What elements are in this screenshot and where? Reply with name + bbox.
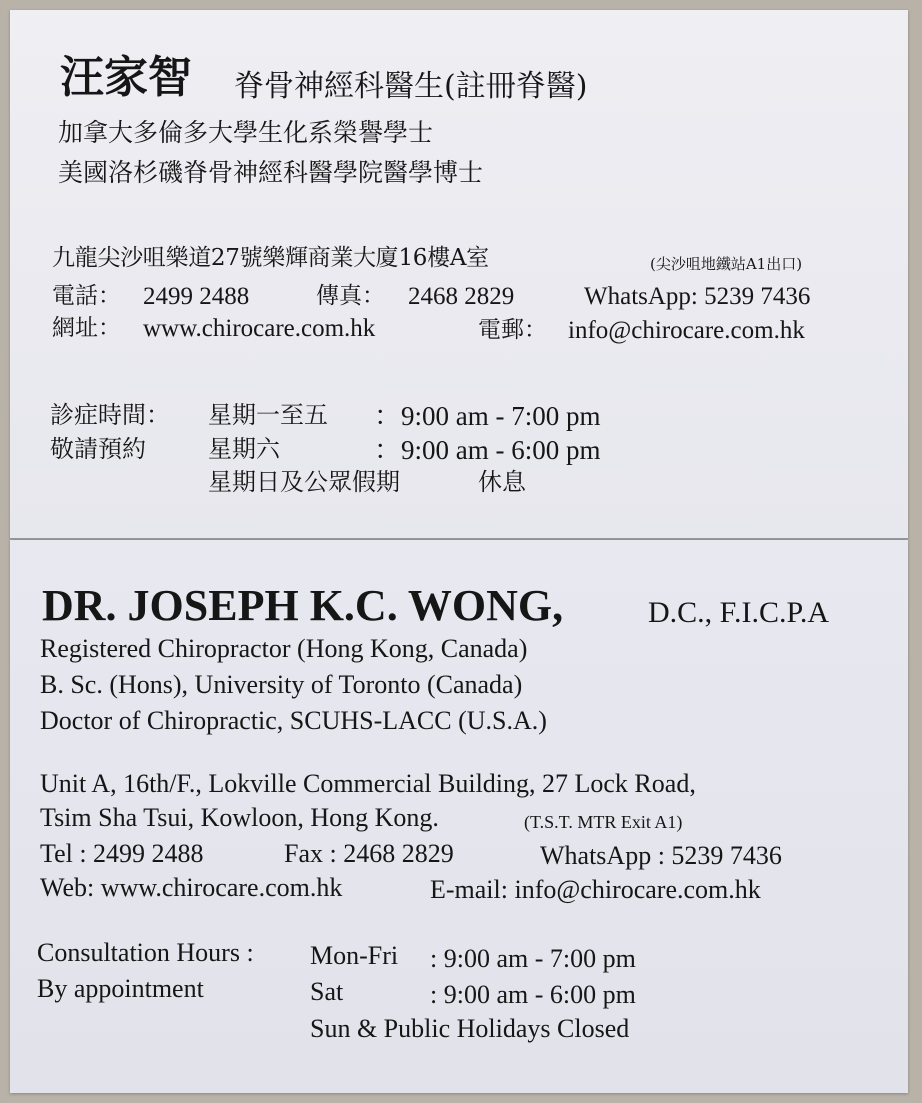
whatsapp-en: WhatsApp : 5239 7436 bbox=[540, 841, 782, 870]
whatsapp-zh: WhatsApp: 5239 7436 bbox=[584, 283, 811, 310]
credentials-en: D.C., F.I.C.P.A bbox=[648, 596, 829, 629]
address-en-line2: Tsim Sha Tsui, Kowloon, Hong Kong. bbox=[40, 803, 439, 832]
closed-days-zh: 星期日及公眾假期 bbox=[208, 468, 400, 496]
address-en-line1: Unit A, 16th/F., Lokville Commercial Building, 27 Lock Road, bbox=[40, 769, 696, 798]
tel-en: Tel : 2499 2488 bbox=[40, 839, 204, 868]
hours-time-zh-1: ：9:00 am - 7:00 pm bbox=[374, 401, 601, 431]
qualification-en-3: Doctor of Chiropractic, SCUHS-LACC (U.S.A.) bbox=[40, 706, 547, 735]
address-note-en: (T.S.T. MTR Exit A1) bbox=[524, 812, 683, 832]
doctor-name-zh: 汪家智 bbox=[60, 52, 192, 103]
fax-en: Fax : 2468 2829 bbox=[284, 839, 454, 868]
chinese-business-card bbox=[10, 10, 908, 539]
appointment-label-en: By appointment bbox=[37, 974, 204, 1003]
fax-number-zh: 2468 2829 bbox=[408, 283, 515, 310]
phone-label-zh: 電話： bbox=[52, 283, 121, 309]
hours-time-en-1: : 9:00 am - 7:00 pm bbox=[430, 944, 636, 973]
email-label-zh: 電郵： bbox=[478, 317, 547, 343]
fax-label-zh: 傳真： bbox=[316, 283, 385, 309]
hours-day-en-2: Sat bbox=[310, 977, 344, 1006]
closed-en: Sun & Public Holidays Closed bbox=[310, 1014, 630, 1043]
hours-day-zh-2: 星期六 bbox=[208, 435, 280, 463]
closed-label-zh: 休息 bbox=[478, 468, 526, 496]
address-note-zh: (尖沙咀地鐵站A1出口) bbox=[650, 255, 803, 273]
hours-label-zh: 診症時間： bbox=[50, 401, 170, 429]
appointment-label-zh: 敬請預約 bbox=[50, 435, 146, 463]
english-business-card bbox=[10, 540, 908, 1093]
doctor-name-en: DR. JOSEPH K.C. WONG, bbox=[42, 581, 564, 630]
qualification-en-2: B. Sc. (Hons), University of Toronto (Canada) bbox=[40, 670, 523, 699]
qualification-zh-1: 加拿大多倫多大學生化系榮譽學士 bbox=[58, 118, 434, 147]
hours-label-en: Consultation Hours : bbox=[37, 938, 254, 967]
web-en: Web: www.chirocare.com.hk bbox=[40, 873, 343, 902]
qualification-en-1: Registered Chiropractor (Hong Kong, Canada) bbox=[40, 634, 528, 663]
hours-day-zh-1: 星期一至五 bbox=[208, 401, 328, 429]
hours-time-en-2: : 9:00 am - 6:00 pm bbox=[430, 980, 636, 1009]
doctor-title-zh: 脊骨神經科醫生(註冊脊醫) bbox=[234, 69, 588, 104]
web-label-zh: 網址： bbox=[52, 315, 121, 341]
phone-number-zh: 2499 2488 bbox=[143, 283, 250, 310]
hours-time-zh-2: ：9:00 am - 6:00 pm bbox=[374, 435, 601, 465]
email-en: E-mail: info@chirocare.com.hk bbox=[430, 875, 761, 904]
email-address-zh: info@chirocare.com.hk bbox=[568, 317, 805, 344]
qualification-zh-2: 美國洛杉磯脊骨神經科醫學院醫學博士 bbox=[58, 158, 484, 187]
web-url-zh: www.chirocare.com.hk bbox=[143, 315, 376, 342]
hours-day-en-1: Mon-Fri bbox=[310, 941, 399, 970]
address-zh: 九龍尖沙咀樂道27號樂輝商業大廈16樓A室 bbox=[52, 245, 489, 271]
